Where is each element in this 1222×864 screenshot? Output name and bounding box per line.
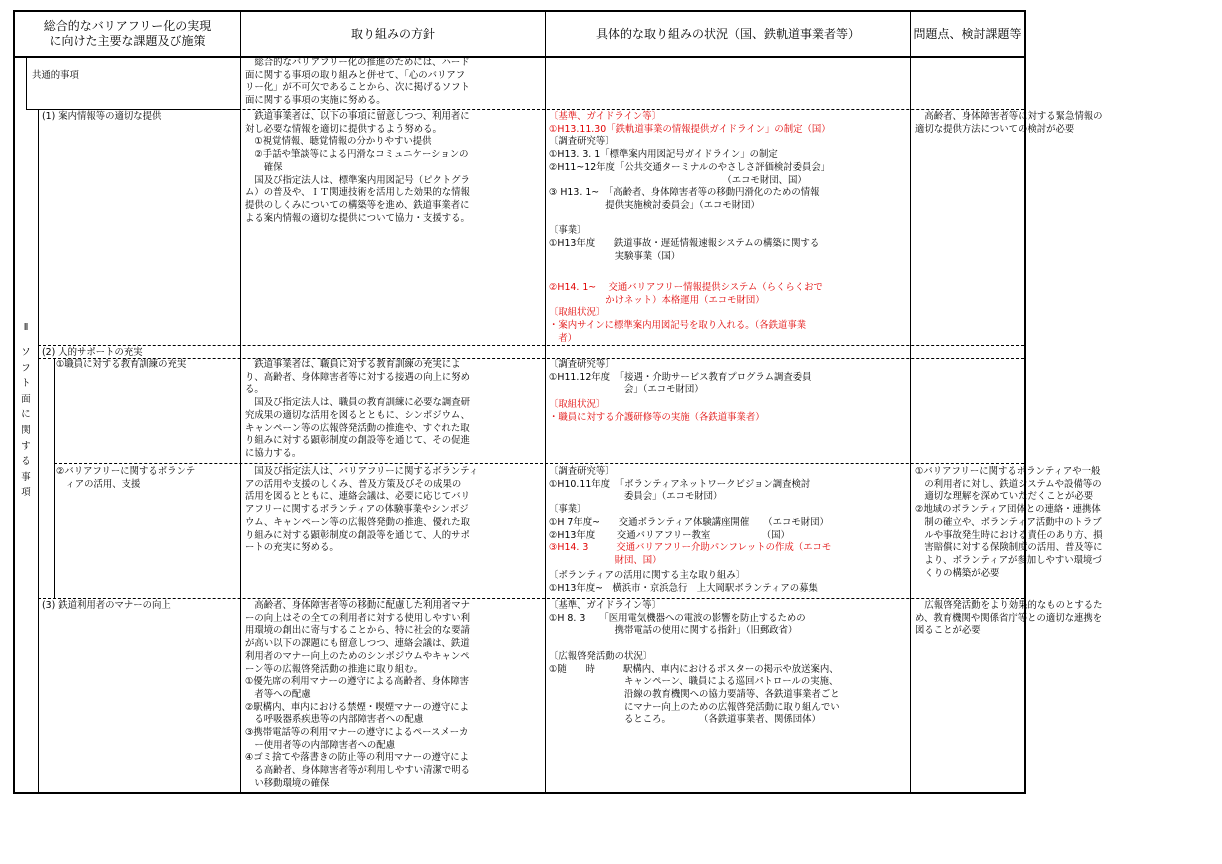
row-divider <box>38 598 1024 599</box>
row2-sub1-status-actions: 〔取組状況〕 ・職員に対する介護研修等の実施（各鉄道事業者） <box>549 399 765 423</box>
row1-title: (1) 案内情報等の適切な提供 <box>42 111 162 122</box>
section-roman: Ⅱ <box>23 322 29 333</box>
row1-status-guideline: 〔基準、ガイドライン等〕 ①H13.11.30「鉄軌道事業の情報提供ガイドライン」の制定（国） <box>549 111 831 135</box>
row2-sub2-issues: ①バリアフリーに関するボランティアや一般 の利用者に対し、鉄道システムや設備等の 適切な理解を深めていただくことが必要 ②地域のボランティア団体との連絡・連携体 制の確立や、ボランティア活動中のトラブ ルや事故発生時における責任のあり方、損 害賠償に対する保険制度の活用、普及等に より、ボランティアが参加しやすい環境づ くりの構築が必要 <box>915 466 1103 579</box>
common-label: 共通的事項 <box>32 70 79 81</box>
header-col-status: 具体的な取り組みの状況（国、鉄軌道事業者等） <box>595 26 860 41</box>
column-rule <box>910 12 911 792</box>
row3-title: (3) 鉄道利用者のマナーの向上 <box>42 600 171 611</box>
row3-policy: 高齢者、身体障害者等の移動に配慮した利用者マナ ーの向上はその全ての利用者に対する使用しやすい利 用環境の創出に寄与することから、特に社会的な要請 が高い以下の課題にも留意しつつ、連絡会議は、鉄道 利用者のマナー向上のためのシンポジウムやキャンペ ーン等の広報啓発活動の推進に取り組む。 ①優先席の利用マナーの遵守による高齢者、身体障害 者等への配慮 ②駅構内、車内における禁煙・喫煙マナーの遵守によ る呼吸器系疾患等の内部障害者への配慮 ③携帯電話等の利用マナーの遵守によるペースメーカ ー使用者等の内部障害者への配慮 ④ゴミ捨てや落書きの防止等の利用マナーの遵守によ る高齢者、身体障害者等が利用しやすい清潔で明る い移動環境の確保 <box>245 600 471 789</box>
row2-sub2-policy: 国及び指定法人は、バリアフリーに関するボランティ アの活用や支援のしくみ、普及方策及びその成果の 活用を図るとともに、連絡会議は、必要に応じてバリ アフリーに関するボランティアの体験事業やシンポジ ウム、キャンペーン等の広報啓発動の推進、優れた取 り組みに対する顕彰制度の創設等を通じて、人的サポ ートの充実に努める。 <box>245 466 479 554</box>
row2-sub2-title: ②バリアフリーに関するボランテ ィアの活用、支援 <box>56 466 196 490</box>
section-rule <box>38 109 39 792</box>
header-rule <box>15 56 1024 58</box>
row-divider <box>54 463 1024 464</box>
header-col-measures: 総合的なバリアフリー化の実現 に向けた主要な課題及び施策 <box>43 19 212 48</box>
column-rule <box>545 12 546 792</box>
row2-sub1-status-research: 〔調査研究等〕 ①H11.12年度 「接遇・介助サービス教育プログラム調査委員 会」（エコモ財団） <box>549 359 812 396</box>
row2-sub2-status-research: 〔調査研究等〕 ①H10.11年度 「ボランティアネットワークビジョン調査検討 委員会」（エコモ財団） 〔事業〕 ①H 7年度~ 交通ボランティア体験講座開催 （エコモ財団） ②H13年度 交通バリアフリー教室 （国） <box>549 466 829 541</box>
column-rule <box>240 12 241 792</box>
row1-issues: 高齢者、身体障害者等に対する緊急情報の 適切な提供方法についての検討が必要 <box>915 111 1103 135</box>
common-bracket-rule <box>26 58 27 109</box>
row2-title: (2) 人的サポートの充実 <box>42 347 143 358</box>
row3-status: 〔基準、ガイドライン等〕 ①H 8. 3 「医用電気機器への電波の影響を防止するための 携帯電話の使用に関する指針」（旧郵政省） 〔広報啓発活動の状況〕 ①随 時 駅構内、車内におけるポスターの掲示や放送案内、 キャンペーン、職員による巡回パトロールの実施、 沿線の教育機関への協力要請等、各鉄道事業者ごと にマナー向上のための広報啓発活動に取り組んでい るところ。 （各鉄道事業者、関係団体） <box>549 600 840 726</box>
row2-sub2-status-volunteer: 〔ボランティアの活用に関する主な取り組み〕 ①H13年度~ 横浜市・京浜急行 上大岡駅ボランティアの募集 <box>549 570 818 594</box>
subitem-rule <box>54 358 55 598</box>
row2-sub1-title: ①職員に対する教育訓練の充実 <box>56 359 187 370</box>
row2-sub2-status-pamphlet: ③H14. 3 交通バリアフリー介助パンフレットの作成（エコモ 財団、国） <box>549 542 832 566</box>
row1-policy: 鉄道事業者は、以下の事項に留意しつつ、利用者に 対し必要な情報を適切に提供するよう努める。 ①視覚情報、聴覚情報の分かりやすい提供 ②手話や筆談等による円滑なコミュニケーションの 確保 国及び指定法人は、標準案内用図記号（ピクトグラ ム）の普及や、ＩＴ関連技術を活用した効果的な情報 提供のしくみについての構築等を進め、鉄道事業者に よる案内情報の適切な提供について協力・支援する。 <box>245 111 470 224</box>
row1-status-research: 〔調査研究等〕 ①H13. 3. 1「標準案内用図記号ガイドライン」の制定 ②H11~12年度「公共交通ターミナルのやさしさ評価検討委員会」 （エコモ財団、国） ③ H13. 1~ 「高齢者、身体障害者等の移動円滑化のための情報 提供実施検討委員会」（エコモ財団） 〔事業〕 ①H13年度 鉄道事故・遅延情報速報システムの構築に関する 実験事業（国） <box>549 136 831 262</box>
header-col-issues: 問題点、検討課題等 <box>913 26 1022 41</box>
section-label: ソ フ ト 面 に 関 す る 事 項 <box>21 347 31 499</box>
row1-status-system: ②H14. 1~ 交通バリアフリー情報提供システム（らくらくおで かけネット）本格運用（エコモ財団） 〔取組状況〕 ・案内サインに標準案内用図記号を取り入れる。（各鉄道事業 者） <box>549 282 823 344</box>
row2-sub1-policy: 鉄道事業者は、職員に対する教育訓練の充実によ り、高齢者、身体障害者等に対する接遇の向上に努め る。 国及び指定法人は、職員の教育訓練に必要な調査研 究成果の適切な活用を図るとともに、シンポジウム、 キャンペーン等の広報啓発活動の推進や、すぐれた取 り組みに対する顕彰制度の創設等を通じて、その促進 に協力する。 <box>245 359 471 459</box>
table-frame <box>13 10 1103 794</box>
row-divider <box>38 109 1024 110</box>
row3-issues: 広報啓発活動をより効果的なものとするた め、教育機関や関係省庁等との適切な連携を 図ることが必要 <box>915 600 1103 637</box>
row-divider <box>38 345 1024 346</box>
common-policy: 総合的なバリアフリー化の推進のためには、ハード 面に関する事項の取り組みと併せて、「心のバリアフ リー化」が不可欠であることから、次に掲げるソフト 面に関する事項の実施に努める。 <box>245 57 470 107</box>
header-col-policy: 取り組みの方針 <box>350 26 435 41</box>
